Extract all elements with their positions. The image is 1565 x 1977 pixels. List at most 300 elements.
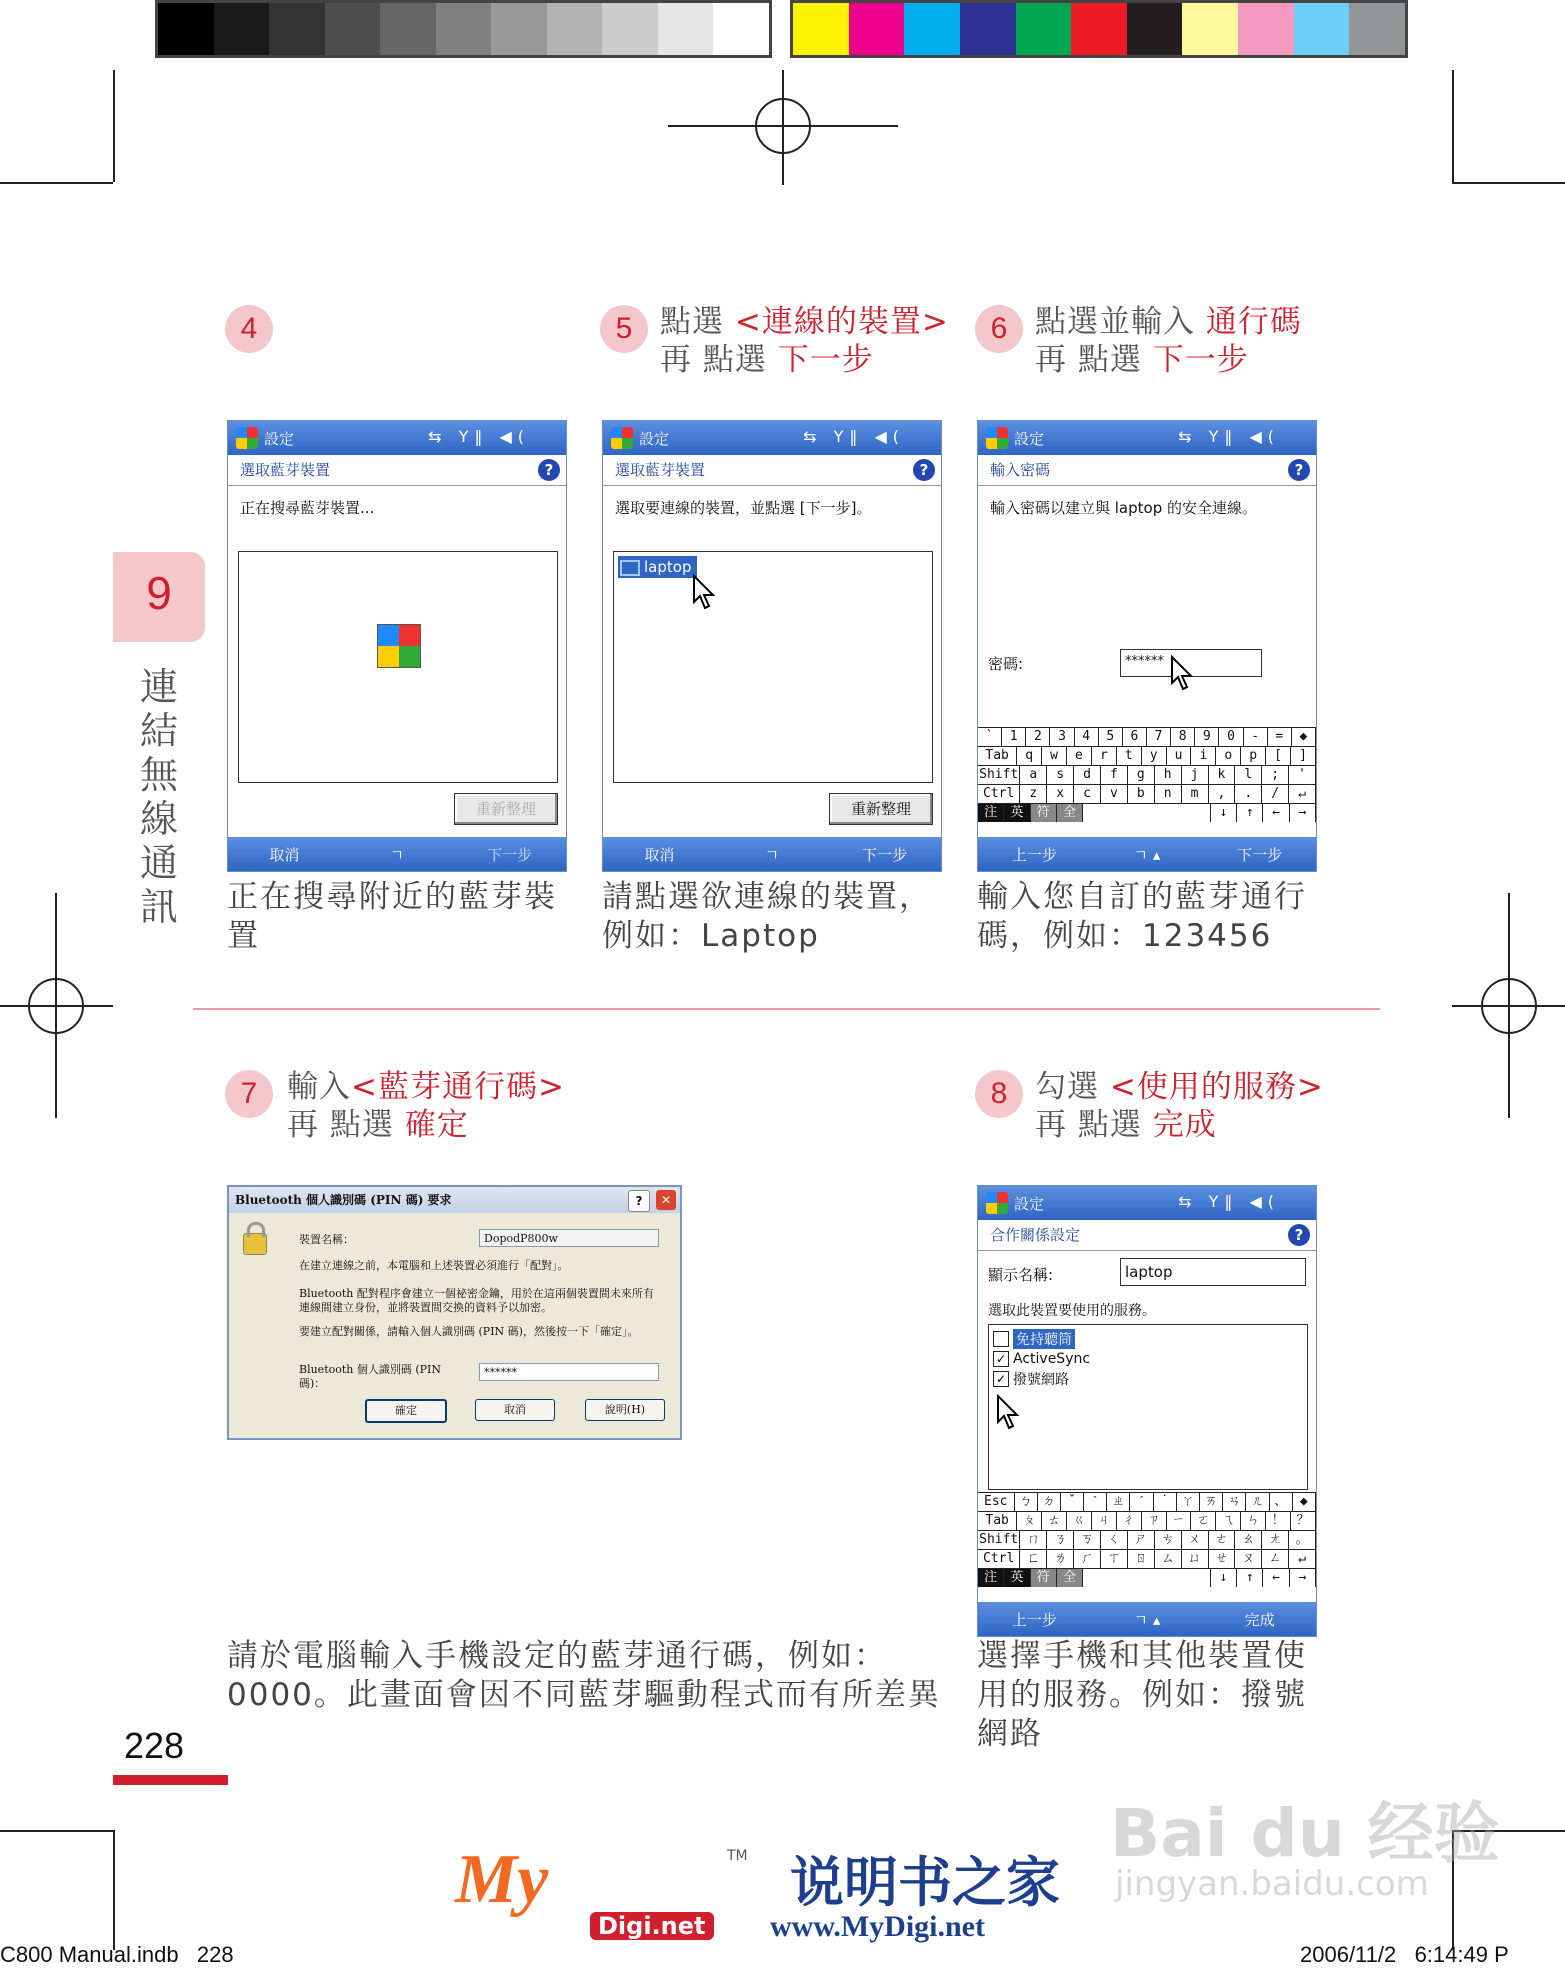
gray-swatch [547,3,603,55]
keyboard-key[interactable]: u [1167,747,1192,765]
keyboard-key[interactable]: ; [1262,766,1289,784]
screen-select-device [602,420,942,872]
keyboard-key[interactable]: 。 [1289,1531,1316,1549]
services-label: 選取此裝置要使用的服務。 [988,1303,1156,1319]
next-softkey[interactable]: 下一步 [1237,845,1283,864]
crop-mark [113,70,115,182]
step-6-line2: 再 點選 [1035,342,1153,378]
keyboard-key[interactable]: l [1235,766,1262,784]
step-8-line2: 再 點選 [1035,1107,1153,1143]
keyboard-key[interactable]: p [1241,747,1266,765]
keyboard-key[interactable]: Shift [978,1531,1020,1549]
keyboard-key[interactable]: f [1101,766,1128,784]
mydigi-chinese-name: 说明书之家 [790,1851,1060,1914]
step-8-action: 完成 [1152,1107,1217,1143]
help-icon[interactable]: ? [538,459,560,481]
color-swatch [1071,3,1127,55]
keyboard-key[interactable]: ㄞ [1200,1493,1223,1511]
pin-label: Bluetooth 個人識別碼 (PIN 碼)： [299,1363,442,1390]
instruction-message: 輸入密碼以建立與 laptop 的安全連線。 [990,499,1257,517]
keyboard-key[interactable] [1083,804,1211,822]
keyboard-key[interactable]: 注 [978,1569,1004,1587]
keyboard-row [978,1492,1316,1511]
keyboard-key[interactable]: 全 [1057,804,1083,822]
app-title: 設定 [639,429,670,448]
keyboard-key[interactable]: r [1092,747,1117,765]
baidu-logo: Bai du 经验 [1110,1795,1500,1872]
service-checkbox[interactable]: ✓ [993,1351,1009,1367]
keyboard-key[interactable]: ˙ [1154,1493,1177,1511]
searching-spinner-icon [377,624,421,668]
keyboard-key[interactable]: 7 [1147,728,1171,746]
softkey-bar [228,837,566,871]
keyboard-key[interactable]: v [1101,785,1128,803]
keyboard-key[interactable]: ㄧ [1167,1512,1192,1530]
passcode-value: ****** [1125,654,1164,669]
keyboard-key[interactable]: 5 [1099,728,1123,746]
keyboard-key[interactable]: w [1042,747,1067,765]
keyboard-key[interactable]: ← [1263,1569,1289,1587]
device-name-field: DopodP800w [479,1229,659,1247]
header-label: 選取藍芽裝置 [240,461,331,479]
mydigi-url: www.MyDigi.net [770,1910,985,1943]
keyboard-key[interactable]: ！ [1266,1512,1291,1530]
keyboard-key[interactable]: ㄐ [1092,1512,1117,1530]
step-6-text [1035,303,1302,379]
keyboard-key[interactable]: q [1017,747,1042,765]
keyboard-key[interactable]: c [1074,785,1101,803]
keyboard-key[interactable]: / [1262,785,1289,803]
device-name-label: 裝置名稱： [299,1233,354,1246]
keyboard-key[interactable]: y [1142,747,1167,765]
lock-icon [243,1233,267,1255]
keyboard-key[interactable]: 英 [1004,804,1030,822]
keyboard-key[interactable]: ㄎ [1074,1531,1101,1549]
back-softkey[interactable]: 上一步 [1011,845,1057,864]
color-swatch [1182,3,1238,55]
gray-swatch [269,3,325,55]
crop-mark [0,1830,113,1832]
keyboard-key[interactable]: 3 [1050,728,1074,746]
keyboard-key[interactable]: 2 [1026,728,1050,746]
keyboard-row [978,1511,1316,1530]
refresh-button-disabled[interactable]: 重新整理 [454,793,558,825]
mydigi-logo [455,1840,1095,1950]
service-item[interactable] [993,1369,1069,1389]
keyboard-key[interactable]: b [1128,785,1155,803]
caption-step-8: 選擇手機和其他裝置使用的服務。例如：撥號網路 [977,1638,1307,1752]
dialog-title-bar [229,1187,680,1213]
finish-softkey[interactable]: 完成 [1244,1610,1275,1629]
keyboard-key[interactable]: ◆ [1292,728,1316,746]
keyboard-key[interactable]: 符 [1031,1569,1057,1587]
keyboard-key[interactable]: ㄚ [1177,1493,1200,1511]
keyboard-key[interactable]: ㄥ [1262,1550,1289,1568]
color-swatch [1294,3,1350,55]
crop-mark [113,1830,115,1950]
screen-searching [227,420,567,872]
keyboard-key[interactable]: → [1290,1569,1316,1587]
caption-step-7-line2: 0000。此畫面會因不同藍芽驅動程式而有所差異 [227,1677,941,1713]
color-swatch [1016,3,1072,55]
status-icons[interactable]: ⇆ Y‖ ◀( [1178,427,1280,446]
back-softkey[interactable]: 上一步 [1011,1610,1057,1629]
step-7-line1: 輸入 [287,1069,351,1105]
mydigi-subtext: Digi.net [590,1912,714,1940]
next-softkey[interactable]: 下一步 [487,845,533,864]
status-icons[interactable]: ⇆ Y‖ ◀( [428,427,530,446]
step-7-text [287,1068,565,1144]
keyboard-key[interactable]: i [1191,747,1216,765]
baidu-url: jingyan.baidu.com [1115,1864,1429,1904]
keyboard-key[interactable]: ' [1289,766,1316,784]
help-icon[interactable]: ? [1288,459,1310,481]
pin-input[interactable]: ****** [479,1363,659,1381]
gray-swatch [325,3,381,55]
keyboard-key[interactable]: ㄦ [1246,1493,1269,1511]
keyboard-key[interactable]: ㄛ [1191,1512,1216,1530]
softkey-bar [978,837,1316,871]
passcode-label: 密碼: [988,655,1024,673]
caption-step-7-line1: 請於電腦輸入手機設定的藍芽通行碼，例如： [227,1638,887,1674]
chapter-title: 連結無線通訊 [139,665,178,929]
keyboard-key[interactable]: 4 [1075,728,1099,746]
step-7-line2: 再 點選 [287,1107,405,1143]
keyboard-key[interactable]: ㄊ [1042,1512,1067,1530]
keyboard-key[interactable]: t [1117,747,1142,765]
color-swatch [793,3,849,55]
dialog-paragraph-2: Bluetooth 配對程序會建立一個祕密金鑰，用於在這兩個裝置間未來所有連線間建立身份，並將裝置間交換的資料予以加密。 [299,1287,654,1314]
step-6-target: 通行碼 [1205,304,1302,340]
keyboard-row [978,1530,1316,1549]
keyboard-key[interactable]: ㄤ [1262,1531,1289,1549]
keyboard-key[interactable]: ㄏ [1074,1550,1101,1568]
keyboard-key[interactable]: d [1074,766,1101,784]
page-number: 228 [124,1725,185,1766]
step-5-line2: 再 點選 [660,342,778,378]
keyboard-key[interactable]: ㄑ [1101,1531,1128,1549]
keyboard-key[interactable]: - [1244,728,1268,746]
keyboard-key[interactable]: x [1047,785,1074,803]
screen-header [978,455,1316,486]
keyboard-key[interactable]: Tab [978,747,1017,765]
dialog-title: Bluetooth 個人識別碼 (PIN 碼) 要求 [235,1193,452,1207]
keyboard-key[interactable]: ㄡ [1235,1550,1262,1568]
keyboard-key[interactable]: 6 [1123,728,1147,746]
help-icon[interactable]: ? [1288,1224,1310,1246]
step-badge-8: 8 [975,1070,1023,1118]
process-color-bar [790,0,1408,58]
keyboard-key[interactable]: ㄠ [1235,1531,1262,1549]
keyboard-key[interactable]: m [1182,785,1209,803]
keyboard-key[interactable]: ↵ [1289,785,1316,803]
step-5-text [660,303,949,379]
keyboard-key[interactable]: ↓ [1211,1569,1237,1587]
keyboard-key[interactable]: ㄅ [1015,1493,1038,1511]
keyboard-key[interactable]: ` [978,728,1002,746]
pin-request-dialog [227,1185,682,1440]
keyboard-key[interactable]: ㄈ [1020,1550,1047,1568]
caption-step-4: 正在搜尋附近的藍芽裝置 [227,879,557,954]
keyboard-key[interactable]: ↑ [1237,804,1263,822]
keyboard-key[interactable]: ↵ [1289,1550,1316,1568]
gray-swatch [436,3,492,55]
gray-swatch [658,3,714,55]
input-panel-icon[interactable]: ㄱ ▴ [1133,1610,1161,1629]
keyboard-key[interactable]: Ctrl [978,785,1020,803]
crop-mark [1452,70,1454,182]
service-item[interactable] [993,1349,1090,1369]
status-icons[interactable]: ⇆ Y‖ ◀( [1178,1192,1280,1211]
step-8-text [1035,1068,1324,1144]
keyboard-key[interactable]: z [1020,785,1047,803]
keyboard-row [978,803,1316,822]
color-swatch [904,3,960,55]
keyboard-key[interactable]: [ [1266,747,1291,765]
screen-header [603,455,941,486]
app-title: 設定 [264,429,295,448]
pointer-cursor-icon [1170,655,1196,693]
color-swatch [1349,3,1405,55]
keyboard-key[interactable]: ← [1263,804,1289,822]
keyboard-key[interactable]: ㄒ [1101,1550,1128,1568]
service-label: 免持聽筒 [1013,1329,1075,1349]
step-badge-6: 6 [975,305,1023,353]
footer-file-info: C800 Manual.indb 228 [0,1942,234,1967]
next-softkey[interactable]: 下一步 [862,845,908,864]
title-bar [603,421,941,455]
device-list[interactable] [613,551,933,783]
keyboard-key[interactable] [1083,1569,1211,1587]
keyboard-key[interactable]: → [1290,804,1316,822]
keyboard-key[interactable]: ㄜ [1209,1531,1236,1549]
title-bar [228,421,566,455]
display-name-label: 顯示名稱: [988,1266,1054,1284]
keyboard-key[interactable]: 注 [978,804,1004,822]
input-panel-icon[interactable]: ㄱ [389,845,405,864]
keyboard-key[interactable]: ㄆ [1017,1512,1042,1530]
keyboard-key[interactable]: Tab [978,1512,1017,1530]
header-label: 輸入密碼 [990,461,1051,479]
service-checkbox[interactable] [993,1331,1009,1347]
keyboard-key[interactable]: Shift [978,766,1020,784]
keyboard-key[interactable]: ㄖ [1128,1550,1155,1568]
pointer-cursor-icon [996,1394,1022,1432]
windows-start-icon[interactable] [986,1192,1008,1214]
section-divider [193,1008,1380,1010]
chapter-number: 9 [146,567,172,619]
keyboard-key[interactable]: ㄋ [1047,1531,1074,1549]
status-icons[interactable]: ⇆ Y‖ ◀( [803,427,905,446]
keyboard-key[interactable]: ㄉ [1038,1493,1061,1511]
keyboard-key[interactable]: ˋ [1084,1493,1107,1511]
registration-mark [1481,978,1537,1034]
cancel-softkey[interactable]: 取消 [644,845,675,864]
service-label: ActiveSync [1013,1351,1091,1367]
input-panel-icon[interactable]: ㄱ [764,845,780,864]
keyboard-key[interactable]: ] [1291,747,1316,765]
windows-start-icon[interactable] [236,427,258,449]
step-badge-7: 7 [225,1070,273,1118]
service-checkbox[interactable]: ✓ [993,1371,1009,1387]
keyboard-key[interactable]: ？ [1291,1512,1316,1530]
keyboard-key[interactable]: ˊ [1130,1493,1153,1511]
crop-mark [0,182,113,184]
keyboard-key[interactable]: ㄇ [1020,1531,1047,1549]
keyboard-key[interactable]: ㄗ [1142,1512,1167,1530]
step-5-line1: 點選 [660,304,735,340]
refresh-button[interactable]: 重新整理 [829,793,933,825]
keyboard-key[interactable]: ◆ [1293,1493,1316,1511]
dialog-paragraph-3: 要建立配對關係，請輸入個人識別碼 (PIN 碼)，然後按一下「確定」。 [299,1325,639,1338]
keyboard-key[interactable]: ㄓ [1107,1493,1130,1511]
keyboard-key[interactable]: ㄌ [1047,1550,1074,1568]
keyboard-key[interactable]: o [1216,747,1241,765]
keyboard-key[interactable]: h [1155,766,1182,784]
title-bar [978,1186,1316,1220]
keyboard-key[interactable]: 9 [1195,728,1219,746]
screen-enter-passcode [977,420,1317,872]
keyboard-key[interactable]: a [1020,766,1047,784]
keyboard-key[interactable]: ㄙ [1155,1550,1182,1568]
keyboard-key[interactable]: ㄍ [1067,1512,1092,1530]
keyboard-key[interactable]: ㄟ [1216,1512,1241,1530]
keyboard-row [978,746,1316,765]
windows-start-icon[interactable] [611,427,633,449]
step-badge-5: 5 [600,305,648,353]
keyboard-row [978,784,1316,803]
device-item-laptop[interactable] [618,556,697,578]
app-title: 設定 [1014,429,1045,448]
step-7-target: <藍芽通行碼> [351,1069,565,1105]
caption-step-6: 輸入您自訂的藍芽通行碼，例如：123456 [977,879,1307,954]
dialog-close-icon[interactable]: ✕ [656,1190,676,1210]
step-5-target: <連線的裝置> [734,304,949,340]
keyboard-key[interactable]: ㄝ [1209,1550,1236,1568]
color-swatch [849,3,905,55]
keyboard-row [978,1568,1316,1587]
keyboard-key[interactable]: k [1209,766,1236,784]
step-5-action: 下一步 [777,342,874,378]
header-label: 選取藍芽裝置 [615,461,706,479]
keyboard-key[interactable]: 、 [1270,1493,1293,1511]
keyboard-key[interactable]: ㄢ [1223,1493,1246,1511]
color-swatch [1127,3,1183,55]
keyboard-key[interactable]: j [1182,766,1209,784]
registration-mark [28,978,84,1034]
step-8-target: <使用的服務> [1109,1069,1324,1105]
title-bar [978,421,1316,455]
footer-timestamp: 2006/11/2 6:14:49 P [1300,1942,1509,1967]
keyboard-key[interactable]: ㄩ [1182,1550,1209,1568]
keyboard-key[interactable]: 0 [1219,728,1243,746]
soft-keyboard-bopomofo[interactable] [978,1492,1316,1587]
caption-step-5: 請點選欲連線的裝置，例如：Laptop [602,879,932,954]
step-6-action: 下一步 [1152,342,1249,378]
services-list[interactable] [988,1324,1308,1490]
laptop-icon [620,560,640,576]
keyboard-key[interactable]: 8 [1171,728,1195,746]
pointer-cursor-icon [692,574,718,612]
keyboard-key[interactable]: ㄨ [1182,1531,1209,1549]
gray-swatch [158,3,214,55]
keyboard-key[interactable]: ↑ [1237,1569,1263,1587]
service-item[interactable] [993,1329,1075,1349]
page-number-underline [113,1775,228,1785]
keyboard-key[interactable]: ˇ [1061,1493,1084,1511]
input-panel-icon[interactable]: ㄱ ▴ [1133,845,1161,864]
display-name-input[interactable] [1120,1258,1306,1286]
keyboard-row [978,727,1316,746]
soft-keyboard[interactable] [978,727,1316,822]
device-list[interactable] [238,551,558,783]
keyboard-key[interactable]: 全 [1057,1569,1083,1587]
display-name-value: laptop [1125,1263,1173,1281]
keyboard-key[interactable]: Esc [978,1493,1015,1511]
color-swatch [1238,3,1294,55]
color-swatch [960,3,1016,55]
help-icon[interactable]: ? [913,459,935,481]
windows-start-icon[interactable] [986,427,1008,449]
baidu-watermark [1110,1780,1550,1920]
step-badge-4: 4 [225,305,273,353]
gray-swatch [713,3,769,55]
keyboard-key[interactable]: , [1209,785,1236,803]
gray-swatch [602,3,658,55]
keyboard-key[interactable]: Ctrl [978,1550,1020,1568]
help-button[interactable]: 說明(H) [585,1399,665,1421]
instruction-message: 選取要連線的裝置，並點選 [下一步]。 [615,499,872,517]
gray-swatch [380,3,436,55]
keyboard-key[interactable]: 英 [1004,1569,1030,1587]
screen-header [978,1220,1316,1251]
keyboard-row [978,765,1316,784]
dialog-help-icon[interactable]: ? [628,1190,650,1212]
keyboard-key[interactable]: s [1047,766,1074,784]
app-title: 設定 [1014,1194,1045,1213]
keyboard-key[interactable]: ㄣ [1241,1512,1266,1530]
step-6-line1: 點選並輸入 [1035,304,1206,340]
keyboard-key[interactable]: g [1128,766,1155,784]
keyboard-key[interactable]: e [1067,747,1092,765]
step-8-line1: 勾選 [1035,1069,1110,1105]
keyboard-key[interactable]: ㄕ [1128,1531,1155,1549]
header-label: 合作關係設定 [990,1226,1081,1244]
gray-swatch [491,3,547,55]
screen-header [228,455,566,486]
softkey-bar [978,1602,1316,1636]
keyboard-key[interactable]: ㄘ [1155,1531,1182,1549]
keyboard-row [978,1549,1316,1568]
keyboard-key[interactable]: 符 [1031,804,1057,822]
ok-button[interactable]: 確定 [365,1399,447,1423]
keyboard-key[interactable]: 1 [1002,728,1026,746]
keyboard-key[interactable]: n [1155,785,1182,803]
cancel-softkey[interactable]: 取消 [269,845,300,864]
keyboard-key[interactable]: = [1268,728,1292,746]
keyboard-key[interactable]: ↓ [1211,804,1237,822]
status-message: 正在搜尋藍芽裝置... [240,499,375,517]
mydigi-logo-mark: My [455,1841,549,1918]
device-label: laptop [644,558,692,576]
keyboard-key[interactable]: . [1235,785,1262,803]
cancel-button[interactable]: 取消 [475,1399,555,1421]
softkey-bar [603,837,941,871]
registration-mark [755,98,811,154]
keyboard-key[interactable]: ㄔ [1117,1512,1142,1530]
lock-shackle [247,1222,265,1237]
screen-partnership-settings [977,1185,1317,1637]
